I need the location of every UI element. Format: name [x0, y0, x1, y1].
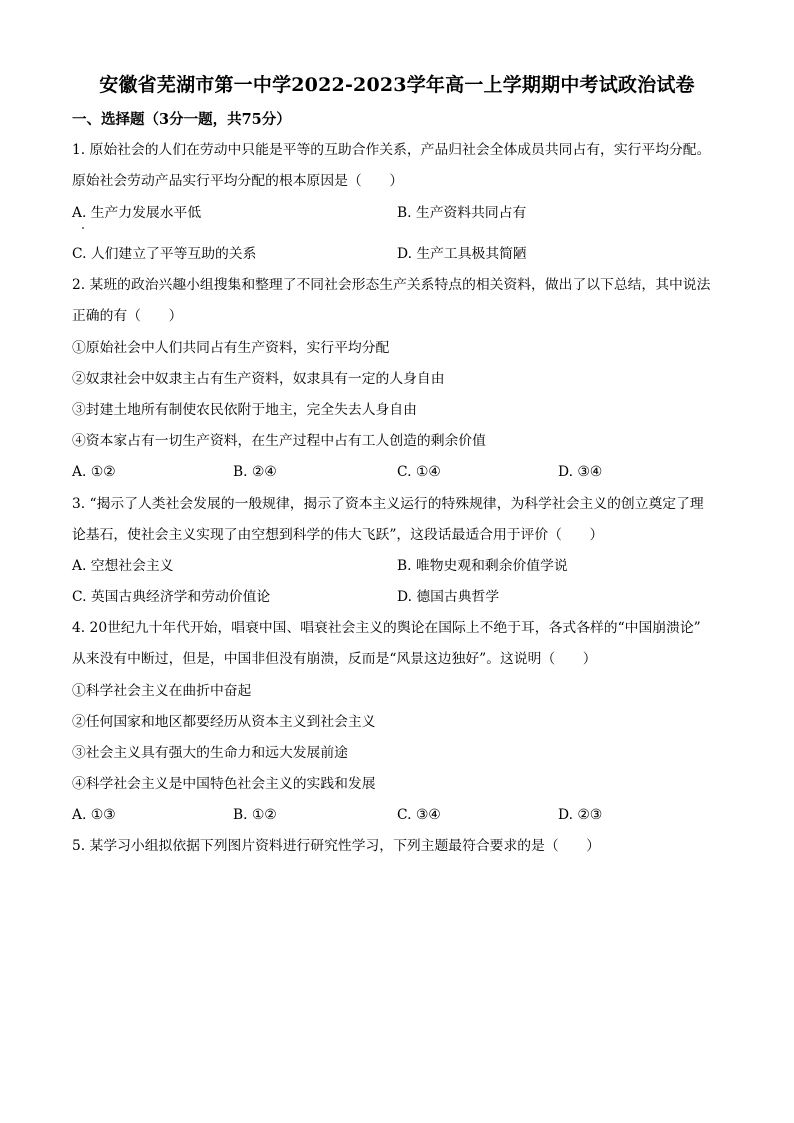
q4-option-b: B. ①② [233, 807, 277, 823]
q2-option-a: A. ①② [72, 464, 116, 480]
q3-stem-line2: 论基石，使社会主义实现了由空想到科学的伟大飞跃”，这段话最适合用于评价（ ） [72, 527, 604, 543]
q2-option-d: D. ③④ [558, 464, 603, 480]
q3-stem-line1: 3. “揭示了人类社会发展的一般规律，揭示了资本主义运行的特殊规律，为科学社会主义的创立奠定了理 [72, 496, 704, 512]
q4-option-c: C. ③④ [397, 807, 441, 823]
q1-option-a: A. 生产力发展水平低 [72, 205, 202, 221]
q3-option-d: D. 德国古典哲学 [397, 589, 500, 605]
q4-option-d: D. ②③ [558, 807, 603, 823]
q3-option-b: B. 唯物史观和剩余价值学说 [397, 558, 568, 574]
q2-stem-line2: 正确的有（ ） [72, 308, 183, 324]
q4-statement-4: ④科学社会主义是中国特色社会主义的实践和发展 [72, 776, 376, 792]
q1-option-d: D. 生产工具极其简陋 [397, 246, 527, 262]
q3-option-c: C. 英国古典经济学和劳动价值论 [72, 589, 271, 605]
q4-stem-line2: 从来没有中断过，但是，中国非但没有崩溃，反而是“风景这边独好”。这说明（ ） [72, 651, 597, 667]
section-heading: 一、选择题（3分一题，共75分） [72, 111, 291, 128]
stray-dot-mark [82, 227, 84, 229]
q4-statement-3: ③社会主义具有强大的生命力和远大发展前途 [72, 745, 348, 761]
q2-option-c: C. ①④ [397, 464, 441, 480]
q4-option-a: A. ①③ [72, 807, 116, 823]
q1-option-b: B. 生产资料共同占有 [397, 205, 527, 221]
q1-option-c: C. 人们建立了平等互助的关系 [72, 246, 257, 262]
q1-stem-line2: 原始社会劳动产品实行平均分配的根本原因是（ ） [72, 173, 404, 189]
q3-option-a: A. 空想社会主义 [72, 558, 174, 574]
page-title: 安徽省芜湖市第一中学2022-2023学年高一上学期期中考试政治试卷 [99, 74, 695, 96]
q2-statement-4: ④资本家占有一切生产资料，在生产过程中占有工人创造的剩余价值 [72, 433, 486, 449]
q4-statement-1: ①科学社会主义在曲折中奋起 [72, 683, 252, 699]
q5-stem-line1: 5. 某学习小组拟依据下列图片资料进行研究性学习，下列主题最符合要求的是（ ） [72, 838, 601, 854]
q2-statement-2: ②奴隶社会中奴隶主占有生产资料，奴隶具有一定的人身自由 [72, 371, 445, 387]
q2-option-b: B. ②④ [233, 464, 277, 480]
q2-statement-3: ③封建土地所有制使农民依附于地主，完全失去人身自由 [72, 402, 417, 418]
q4-stem-line1: 4. 20世纪九十年代开始，唱衰中国、唱衰社会主义的舆论在国际上不绝于耳，各式各样的“中国崩溃论” [72, 620, 701, 636]
q2-stem-line1: 2. 某班的政治兴趣小组搜集和整理了不同社会形态生产关系特点的相关资料，做出了以下总结，其中说法 [72, 277, 711, 293]
q1-stem-line1: 1. 原始社会的人们在劳动中只能是平等的互助合作关系，产品归社会全体成员共同占有，实行平均分配。 [72, 142, 711, 158]
q2-statement-1: ①原始社会中人们共同占有生产资料，实行平均分配 [72, 340, 390, 356]
q4-statement-2: ②任何国家和地区都要经历从资本主义到社会主义 [72, 714, 376, 730]
